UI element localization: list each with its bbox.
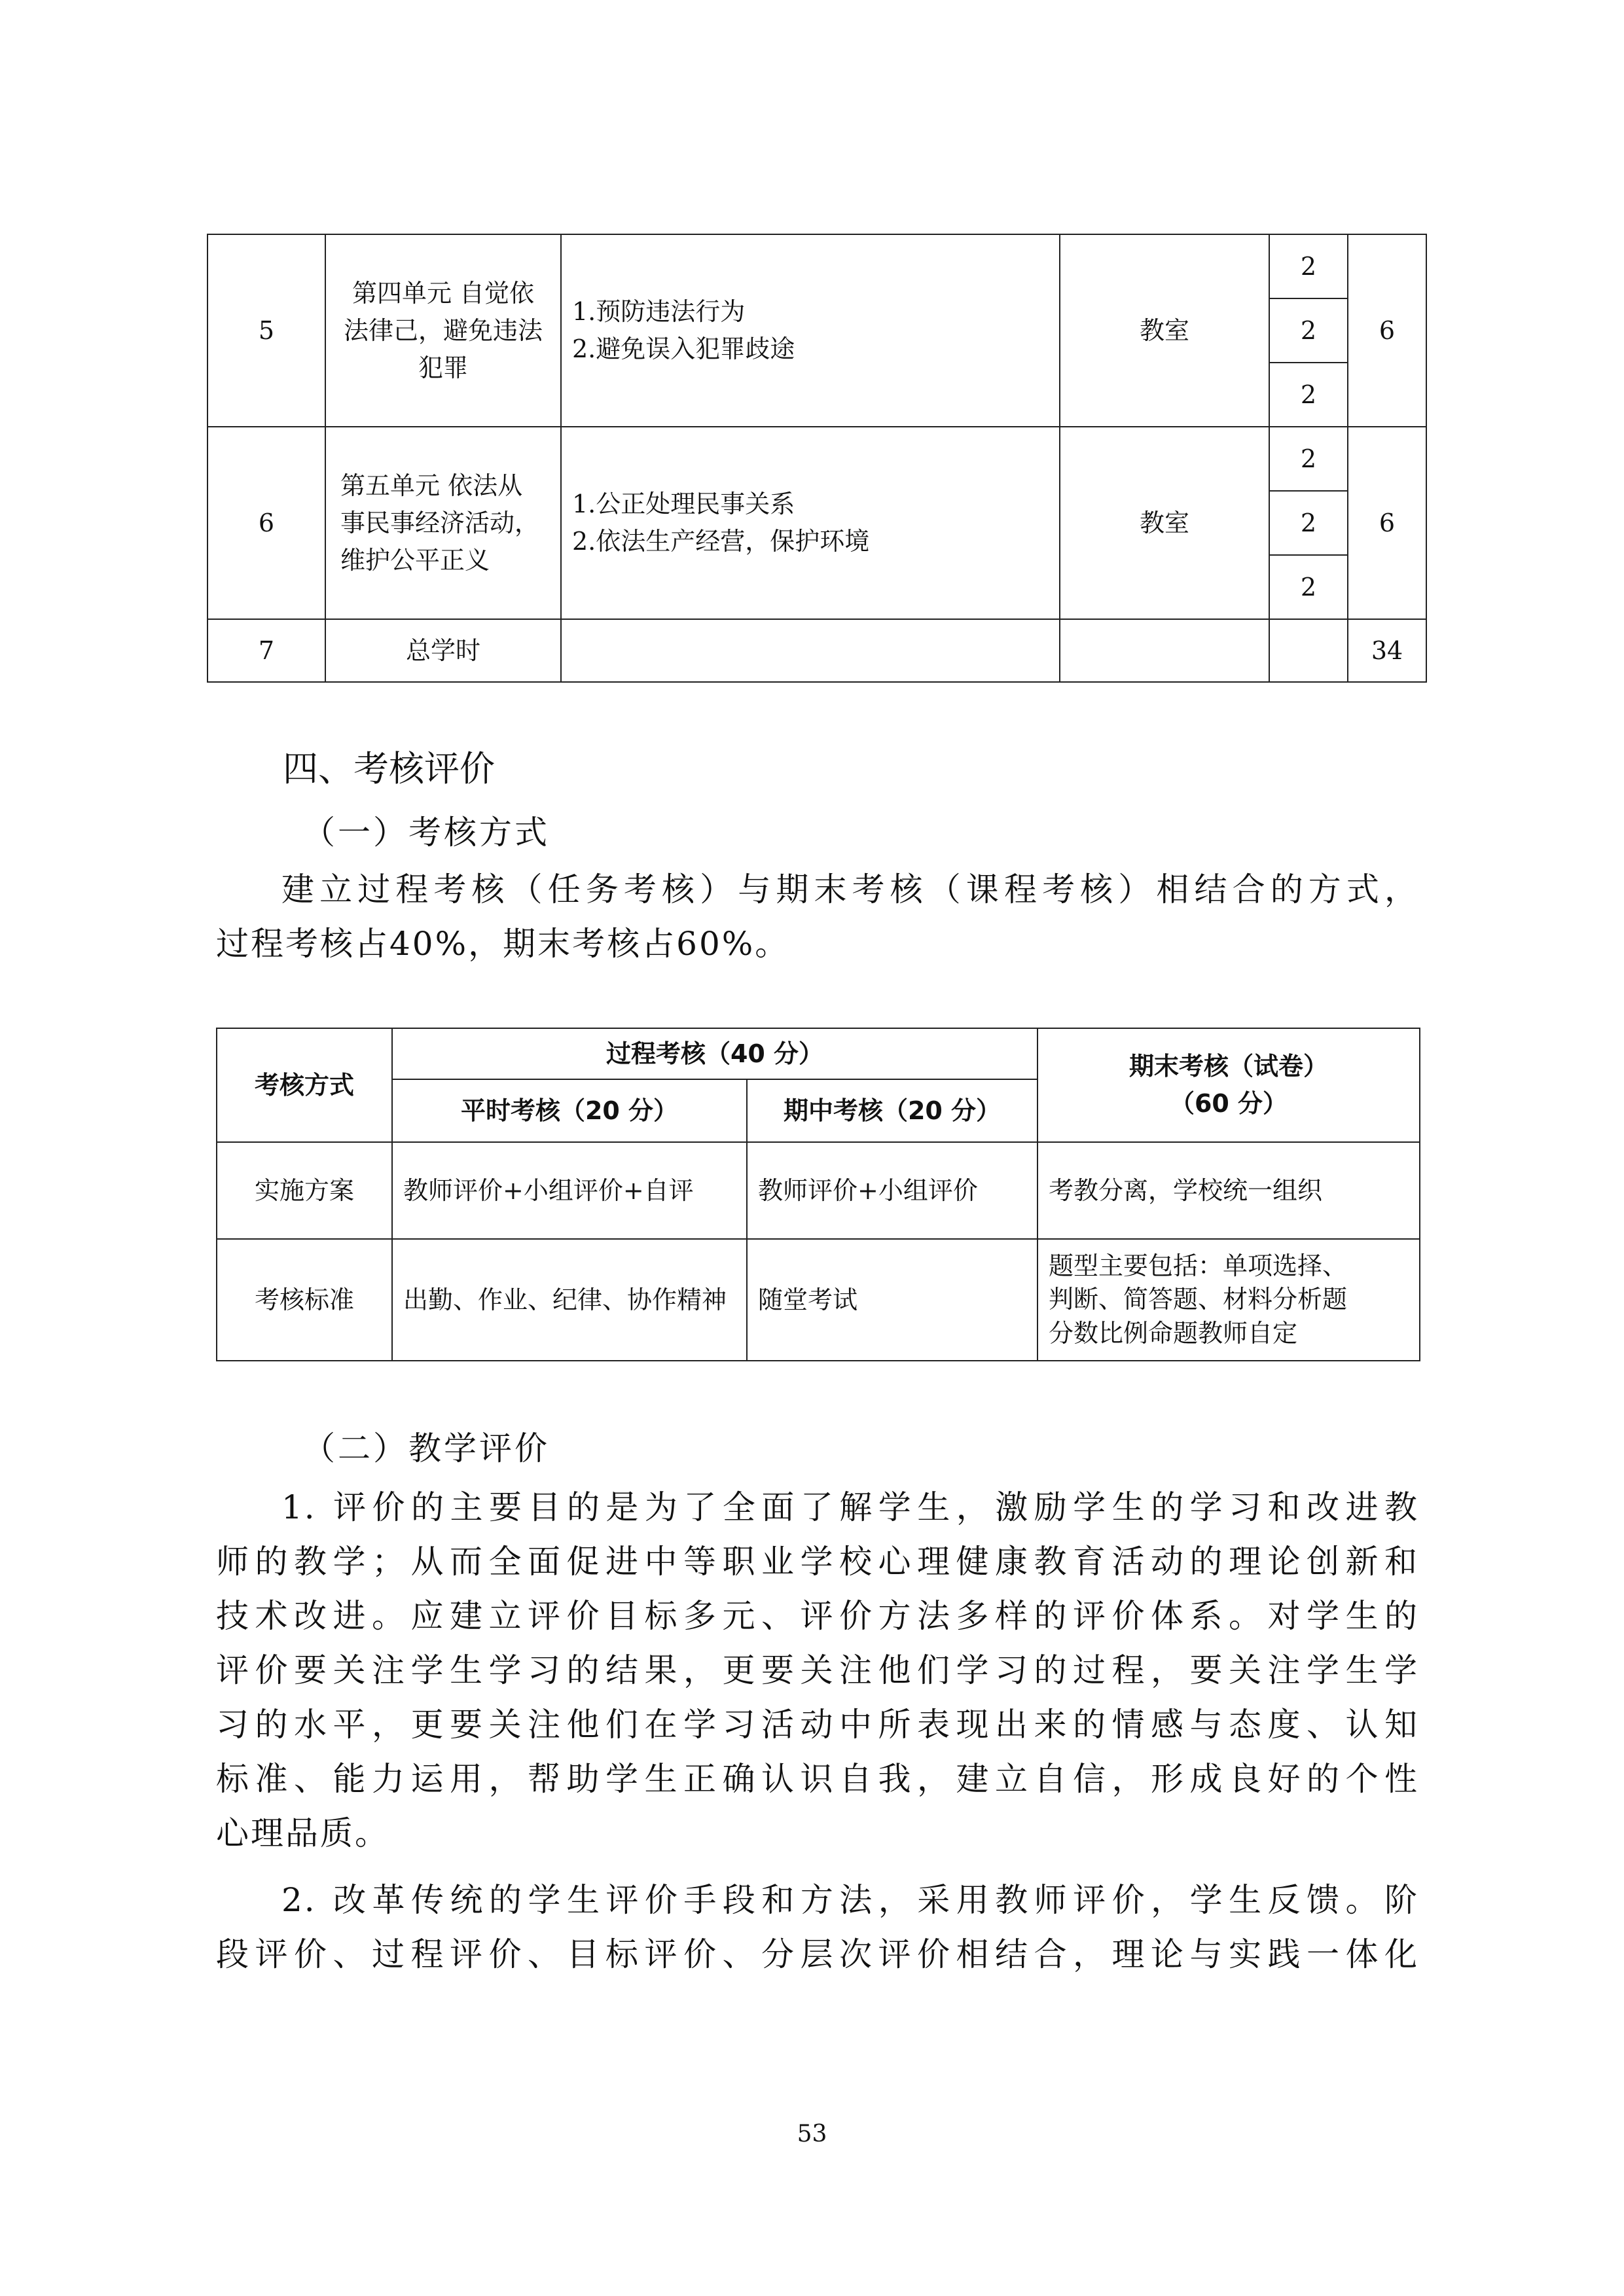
final-cell bbox=[1038, 1239, 1420, 1361]
content-line: 2.避免误入犯罪歧途 bbox=[572, 334, 795, 363]
paragraph-line: 2. 改革传统的学生评价手段和方法，采用教师评价，学生反馈。阶 bbox=[281, 1881, 1419, 1919]
header-process: 过程考核（40 分） bbox=[392, 1028, 1038, 1079]
empty-cell bbox=[561, 619, 1060, 682]
paragraph-line: 习的水平，更要关注他们在学习活动中所表现出来的情感与态度、认知 bbox=[216, 1706, 1419, 1744]
content-line: 2.依法生产经营，保护环境 bbox=[572, 527, 870, 556]
empty-cell bbox=[1060, 619, 1269, 682]
paragraph-line: 1. 评价的主要目的是为了全面了解学生，激励学生的学习和改进教 bbox=[281, 1488, 1419, 1526]
unit-schedule-table bbox=[207, 234, 1427, 683]
final-cell-line: 分数比例命题教师自定 bbox=[1049, 1318, 1298, 1348]
row-number: 5 bbox=[208, 234, 325, 427]
table-row bbox=[208, 427, 1426, 491]
unit-total-hours: 6 bbox=[1348, 427, 1426, 619]
daily-cell: 教师评价+小组评价+自评 bbox=[392, 1142, 747, 1239]
daily-cell: 出勤、作业、纪律、协作精神 bbox=[392, 1239, 747, 1361]
unit-title: 第五单元 依法从事民事经济活动，维护公平正义 bbox=[325, 427, 561, 619]
page-number: 53 bbox=[797, 2121, 827, 2147]
header-final-line: （60 分） bbox=[1169, 1089, 1288, 1118]
paragraph-line: 师的教学；从而全面促进中等职业学校心理健康教育活动的理论创新和 bbox=[216, 1543, 1419, 1581]
table-row bbox=[208, 619, 1426, 682]
paragraph-line: 心理品质。 bbox=[216, 1814, 389, 1852]
content-line: 1.预防违法行为 bbox=[572, 297, 746, 326]
table-row bbox=[217, 1028, 1420, 1079]
content-line: 1.公正处理民事关系 bbox=[572, 490, 795, 518]
total-hours-label: 总学时 bbox=[325, 619, 561, 682]
unit-total-hours: 6 bbox=[1348, 234, 1426, 427]
grand-total-hours: 34 bbox=[1348, 619, 1426, 682]
subsection-title: （一）考核方式 bbox=[302, 814, 550, 852]
evaluation-paragraph-2 bbox=[216, 1873, 1419, 1982]
row-number: 7 bbox=[208, 619, 325, 682]
unit-place: 教室 bbox=[1060, 234, 1269, 427]
subsection-title: （二）教学评价 bbox=[302, 1429, 550, 1467]
paragraph-line: 过程考核占40%，期末考核占60%。 bbox=[216, 925, 790, 963]
paragraph-line: 技术改进。应建立评价目标多元、评价方法多样的评价体系。对学生的 bbox=[216, 1597, 1419, 1635]
unit-hours: 2 bbox=[1269, 298, 1348, 363]
unit-place: 教室 bbox=[1060, 427, 1269, 619]
final-cell-line: 题型主要包括：单项选择、 bbox=[1049, 1251, 1348, 1281]
midterm-cell: 随堂考试 bbox=[747, 1239, 1038, 1361]
table-row bbox=[217, 1239, 1420, 1361]
unit-content bbox=[561, 234, 1060, 427]
table-row bbox=[208, 234, 1426, 298]
paragraph-line: 评价要关注学生学习的结果，更要关注他们学习的过程，要关注学生学 bbox=[216, 1651, 1419, 1689]
section-title: 四、考核评价 bbox=[283, 748, 495, 789]
paragraph-line: 段评价、过程评价、目标评价、分层次评价相结合，理论与实践一体化 bbox=[216, 1935, 1419, 1973]
assessment-table bbox=[216, 1028, 1420, 1361]
unit-hours: 2 bbox=[1269, 427, 1348, 491]
header-final bbox=[1038, 1028, 1420, 1142]
row-label: 考核标准 bbox=[217, 1239, 392, 1361]
header-method: 考核方式 bbox=[217, 1028, 392, 1142]
header-final-line: 期末考核（试卷） bbox=[1128, 1052, 1328, 1081]
header-midterm: 期中考核（20 分） bbox=[747, 1079, 1038, 1142]
evaluation-paragraph-1 bbox=[216, 1480, 1419, 1861]
header-daily: 平时考核（20 分） bbox=[392, 1079, 747, 1142]
unit-title: 第四单元 自觉依法律己，避免违法犯罪 bbox=[325, 234, 561, 427]
unit-hours: 2 bbox=[1269, 491, 1348, 555]
row-number: 6 bbox=[208, 427, 325, 619]
unit-content bbox=[561, 427, 1060, 619]
paragraph-line: 标准、能力运用，帮助学生正确认识自我，建立自信，形成良好的个性 bbox=[216, 1760, 1419, 1798]
unit-hours: 2 bbox=[1269, 234, 1348, 298]
table-row bbox=[217, 1142, 1420, 1239]
unit-hours: 2 bbox=[1269, 555, 1348, 619]
assessment-method-paragraph bbox=[216, 863, 1419, 971]
paragraph-line: 建立过程考核（任务考核）与期末考核（课程考核）相结合的方式， bbox=[281, 870, 1419, 908]
midterm-cell: 教师评价+小组评价 bbox=[747, 1142, 1038, 1239]
empty-cell bbox=[1269, 619, 1348, 682]
unit-hours: 2 bbox=[1269, 363, 1348, 427]
final-cell: 考教分离，学校统一组织 bbox=[1038, 1142, 1420, 1239]
row-label: 实施方案 bbox=[217, 1142, 392, 1239]
final-cell-line: 判断、简答题、材料分析题 bbox=[1049, 1285, 1348, 1314]
